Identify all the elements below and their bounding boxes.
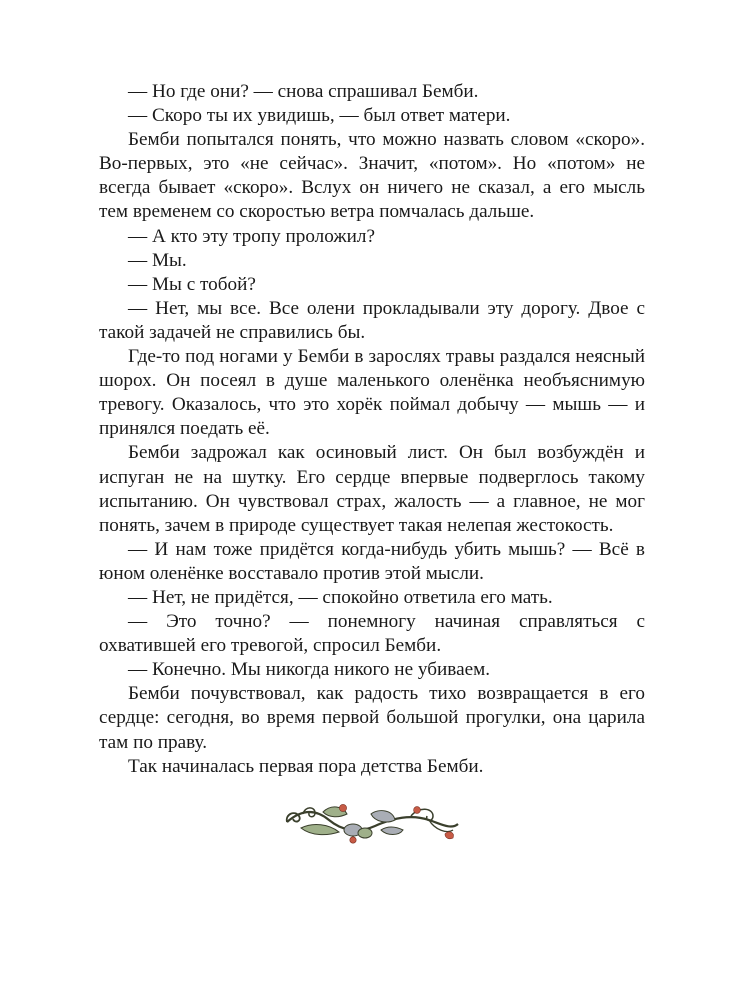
paragraph: — Мы с тобой? <box>128 273 256 295</box>
paragraph: Бемби попытался понять, что можно назвать словом «скоро». Во-первых, это «не сейчас». Значит, «потом». Но «потом» не всегда бывает «скоро». Вслух он ничего не сказал, а его мысль тем временем со скоростью ветра помчалась дальше. <box>99 129 645 223</box>
paragraph: Бемби почувствовал, как радость тихо возвращается в его сердце: сегодня, во время первой большой прогулки, она царила там по праву. <box>99 683 645 753</box>
paragraph: — Нет, не придётся, — спокойно ответила его мать. <box>128 586 553 608</box>
paragraph: — Скоро ты их увидишь, — был ответ матери. <box>128 105 511 127</box>
paragraph: — Но где они? — снова спрашивал Бемби. <box>128 81 479 102</box>
paragraph: Бемби задрожал как осиновый лист. Он был возбуждён и испуган не на шутку. Его сердце впервые подверглось такому испытанию. Он чувствовал страх, жалость — а главное, не мог понять, зачем в природе существует такая нелепая жестокость. <box>99 442 645 536</box>
paragraph: — И нам тоже придётся когда-нибудь убить мышь? — Всё в юном оленёнке восставало против этой мысли. <box>99 538 645 584</box>
paragraph: Так начиналась первая пора детства Бемби. <box>128 755 484 777</box>
floral-vignette-icon <box>283 800 461 844</box>
paragraph: — А кто эту тропу проложил? <box>128 225 375 247</box>
body-text <box>99 80 645 779</box>
paragraph: — Нет, мы все. Все олени прокладывали эту дорогу. Двое с такой задачей не справились бы. <box>99 297 645 343</box>
paragraph: Где-то под ногами у Бемби в зарослях травы раздался неясный шорох. Он посеял в душе маленького оленёнка необъяснимую тревогу. Оказалось, что это хорёк поймал добычу — мышь — и принялся поедать её. <box>99 346 645 440</box>
paragraph: — Конечно. Мы никогда никого не убиваем. <box>128 659 491 681</box>
paragraph: — Мы. <box>128 249 187 271</box>
paragraph: — Это точно? — понемногу начиная справляться с охватившей его тревогой, спросил Бемби. <box>99 611 645 657</box>
